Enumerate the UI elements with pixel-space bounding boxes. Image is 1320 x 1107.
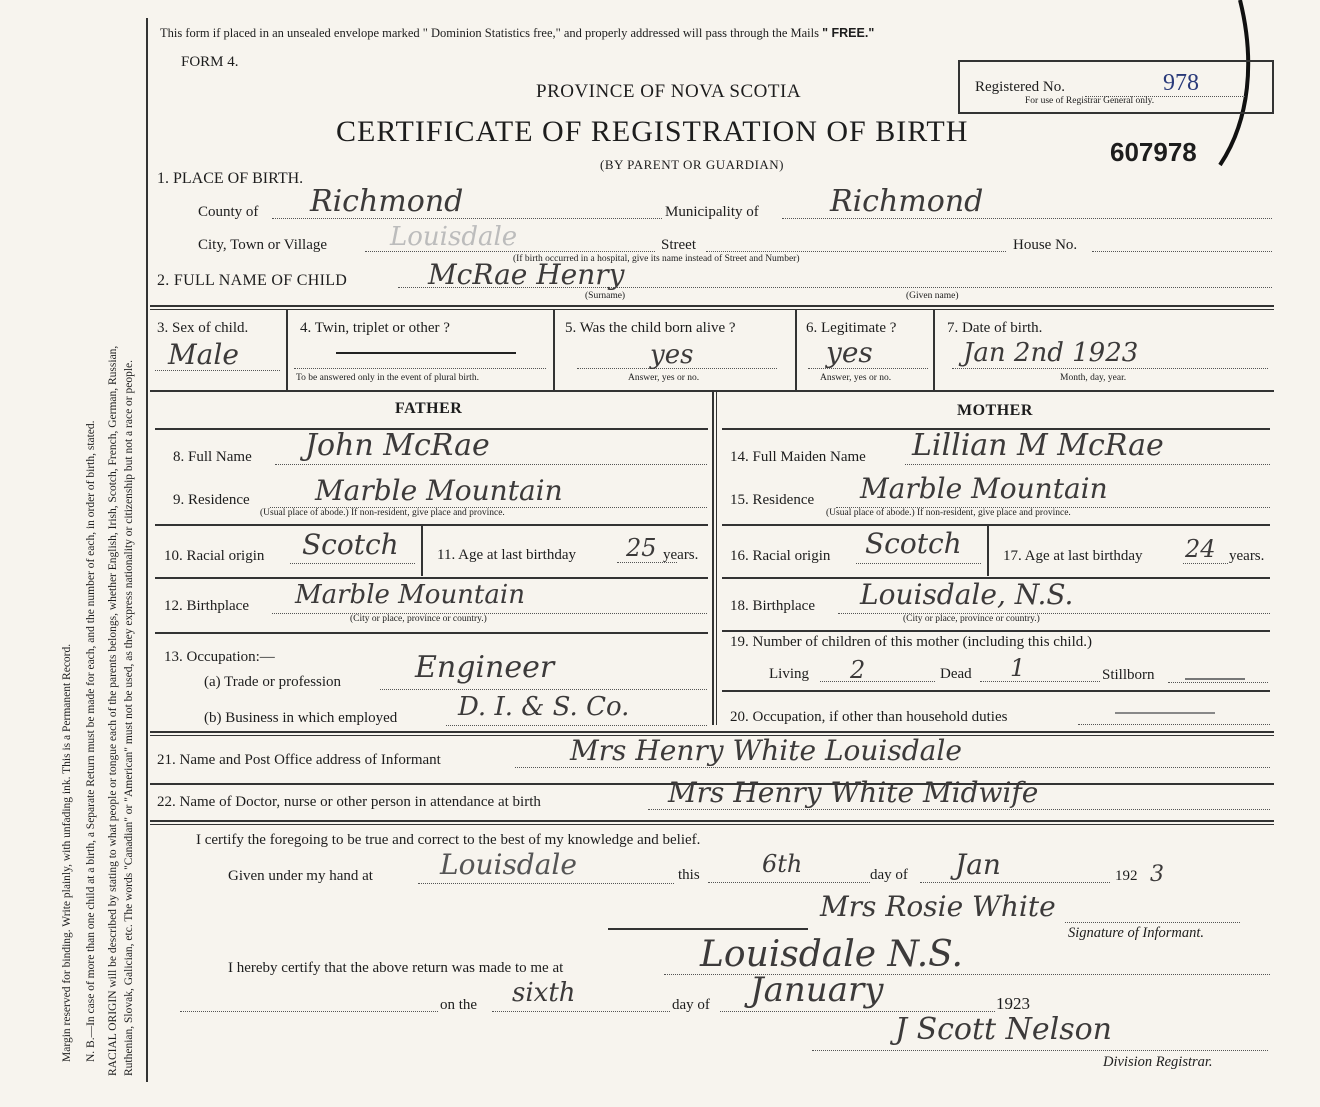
margin-racial-note-1: RACIAL ORIGIN will be described by stating to what people or tongue each of the parents belongs, whether English, Irish, Scotch, French, German, Russian,	[107, 345, 119, 1076]
city-label: City, Town or Village	[198, 237, 328, 253]
province-heading: PROVINCE OF NOVA SCOTIA	[536, 81, 802, 102]
registrar-label: Division Registrar.	[1103, 1054, 1213, 1070]
father-residence-value: Marble Mountain	[315, 474, 563, 507]
mother-age-sep	[987, 526, 989, 576]
row3-sep-2	[553, 310, 555, 390]
father-rule-2	[155, 524, 708, 526]
margin-nb-note: N. B.—In case of more than one child at a birth, a Separate Return must be made for each, and the number of each, in order of birth, stated.	[85, 420, 97, 1062]
alive-value: yes	[650, 340, 694, 370]
occupation-label: 13. Occupation:—	[164, 649, 275, 665]
given-name-note: (Given name)	[906, 291, 959, 301]
father-residence-label: 9. Residence	[173, 492, 250, 508]
twin-label: 4. Twin, triplet or other ?	[300, 320, 450, 336]
house-label: House No.	[1013, 237, 1078, 253]
father-birthplace-note: (City or place, province or country.)	[350, 614, 487, 624]
margin-racial-note-2: Ruthenian, Slovak, Galician, etc. The words "Canadian" or "American" must not be used, as they express nationality or citizenship but not a race or people.	[123, 359, 135, 1076]
mail-notice-free: " FREE."	[822, 26, 875, 40]
registrar-place-value: Louisdale N.S.	[700, 934, 963, 975]
mail-notice-text: This form if placed in an unsealed envelope marked " Dominion Statistics free," and properly addressed will pass through the Mails	[160, 26, 823, 40]
informant-label: 21. Name and Post Office address of Informant	[157, 752, 441, 768]
twin-note: To be answered only in the event of plural birth.	[296, 373, 479, 383]
given-year-prefix: 192	[1115, 868, 1138, 884]
mother-birthplace-label: 18. Birthplace	[730, 598, 815, 614]
doctor-line	[648, 809, 1270, 810]
mother-age-value: 24	[1185, 535, 1216, 563]
business-value: D. I. & S. Co.	[458, 692, 630, 722]
child-name-label: 2. FULL NAME OF CHILD	[157, 272, 348, 289]
certify-statement: I certify the foregoing to be true and correct to the best of my knowledge and belief.	[196, 832, 701, 848]
legitimate-label: 6. Legitimate ?	[806, 320, 897, 336]
father-age-label: 11. Age at last birthday	[437, 547, 576, 563]
dob-line	[952, 368, 1268, 369]
given-place-line	[418, 883, 674, 884]
mother-rule-4	[722, 630, 1270, 632]
street-line	[706, 251, 1006, 252]
mother-birthplace-value: Louisdale, N.S.	[860, 578, 1074, 611]
twin-dash	[336, 352, 516, 354]
this-label: this	[678, 867, 700, 883]
mother-residence-note: (Usual place of abode.) If non-resident, give place and province.	[826, 508, 1071, 518]
trade-label: (a) Trade or profession	[204, 674, 342, 690]
informant-sig-line	[1065, 922, 1240, 923]
legitimate-value: yes	[826, 336, 873, 369]
dead-value: 1	[1010, 654, 1026, 682]
city-value: Louisdale	[390, 222, 518, 252]
informant-signature: Mrs Rosie White	[820, 890, 1056, 923]
on-the-label: on the	[440, 997, 478, 1013]
registrar-sig-line	[812, 1050, 1268, 1051]
margin-binding-note: Margin reserved for binding. Write plainly, with unfading ink. This is a Permanent Record.	[61, 643, 73, 1062]
sex-value: Male	[168, 338, 239, 371]
county-label: County of	[198, 204, 259, 220]
dob-note: Month, day, year.	[1060, 373, 1127, 383]
mail-notice	[160, 26, 874, 41]
on-the-lead-line	[180, 1011, 438, 1012]
divider-top-2	[150, 309, 1274, 310]
certificate-title: CERTIFICATE OF REGISTRATION OF BIRTH	[336, 115, 969, 148]
parents-divider-1	[712, 392, 714, 725]
county-value: Richmond	[310, 184, 464, 219]
given-day-line	[708, 882, 870, 883]
informant-line	[515, 767, 1270, 768]
child-name-value: McRae Henry	[428, 258, 625, 291]
mother-name-value: Lillian M McRae	[912, 428, 1164, 463]
mother-rule-5	[722, 690, 1270, 692]
father-birthplace-value: Marble Mountain	[295, 580, 525, 610]
divider-doctor	[150, 820, 1274, 822]
mother-occupation-line	[1078, 724, 1270, 725]
mother-heading: MOTHER	[957, 402, 1033, 419]
street-label: Street	[661, 237, 696, 253]
hospital-note: (If birth occurred in a hospital, give its name instead of Street and Number)	[513, 254, 800, 264]
children-label: 19. Number of children of this mother (including this child.)	[730, 634, 1093, 650]
mother-occupation-label: 20. Occupation, if other than household duties	[730, 709, 1008, 725]
divider-parents-bottom	[150, 731, 1274, 733]
stillborn-dash	[1185, 678, 1245, 680]
form-left-border	[146, 18, 148, 1082]
father-birthplace-label: 12. Birthplace	[164, 598, 249, 614]
mother-name-label: 14. Full Maiden Name	[730, 449, 866, 465]
parents-divider-2	[716, 392, 717, 725]
reg-day-value: sixth	[512, 978, 576, 1008]
municipality-label: Municipality of	[665, 204, 759, 220]
trade-line	[380, 689, 707, 690]
reg-month-value: January	[750, 970, 884, 1010]
trade-value: Engineer	[415, 650, 555, 685]
row3-sep-4	[933, 310, 935, 390]
dead-line	[980, 681, 1100, 682]
mother-residence-value: Marble Mountain	[860, 472, 1108, 505]
mother-age-label: 17. Age at last birthday	[1003, 548, 1143, 564]
certificate-number: 607978	[1110, 137, 1197, 167]
dob-value: Jan 2nd 1923	[963, 338, 1139, 368]
doctor-value: Mrs Henry White Midwife	[668, 776, 1039, 809]
business-label: (b) Business in which employed	[204, 710, 398, 726]
father-racial-label: 10. Racial origin	[164, 548, 265, 564]
mother-age-unit: years.	[1229, 548, 1265, 564]
father-age-unit: years.	[663, 547, 699, 563]
divider-top	[150, 305, 1274, 307]
stillborn-label: Stillborn	[1102, 667, 1155, 683]
given-month-line	[920, 882, 1110, 883]
given-month-value: Jan	[955, 848, 1001, 881]
registered-label: Registered No.	[975, 79, 1065, 95]
father-heading: FATHER	[395, 400, 463, 417]
father-name-value: John McRae	[305, 428, 490, 463]
father-rule-3	[155, 577, 708, 579]
mother-birthplace-note: (City or place, province or country.)	[903, 614, 1040, 624]
divider-doctor-2	[150, 824, 1274, 825]
house-line	[1092, 251, 1272, 252]
father-age-sep	[421, 526, 423, 576]
center-rule	[608, 928, 808, 930]
certificate-subtitle: (BY PARENT OR GUARDIAN)	[600, 157, 785, 172]
dayof-label: day of	[870, 867, 908, 883]
alive-note: Answer, yes or no.	[628, 373, 700, 383]
father-name-line	[275, 464, 707, 465]
given-day-value: 6th	[762, 850, 803, 878]
father-residence-note: (Usual place of abode.) If non-resident, give place and province.	[260, 508, 505, 518]
alive-label: 5. Was the child born alive ?	[565, 320, 736, 336]
stillborn-line	[1168, 682, 1268, 683]
dead-label: Dead	[940, 666, 972, 682]
form-number: FORM 4.	[181, 54, 239, 70]
doctor-label: 22. Name of Doctor, nurse or other person in attendance at birth	[157, 794, 541, 810]
father-birthplace-line	[272, 613, 707, 614]
row3-sep-3	[795, 310, 797, 390]
mother-racial-value: Scotch	[865, 527, 962, 560]
informant-value: Mrs Henry White Louisdale	[570, 734, 962, 767]
given-place-value: Louisdale	[440, 848, 577, 881]
registrar-note: For use of Registrar General only.	[1025, 96, 1155, 106]
registrar-signature: J Scott Nelson	[895, 1012, 1113, 1047]
father-age-value: 25	[626, 534, 657, 562]
legitimate-note: Answer, yes or no.	[820, 373, 892, 383]
father-racial-value: Scotch	[302, 528, 399, 561]
father-name-label: 8. Full Name	[173, 449, 252, 465]
living-label: Living	[769, 666, 809, 682]
father-racial-line	[290, 563, 415, 564]
business-line	[446, 725, 707, 726]
mother-residence-label: 15. Residence	[730, 492, 815, 508]
surname-note: (Surname)	[585, 291, 626, 301]
reg-day-line	[492, 1011, 670, 1012]
given-year-digit: 3	[1150, 862, 1164, 887]
given-label: Given under my hand at	[228, 868, 373, 884]
reg-year-value: 1923	[996, 994, 1030, 1013]
father-rule-4	[155, 632, 708, 634]
place-of-birth-label: 1. PLACE OF BIRTH.	[157, 170, 304, 187]
mother-age-line	[1183, 563, 1228, 564]
mother-occupation-dash	[1115, 712, 1215, 714]
sex-label: 3. Sex of child.	[157, 320, 249, 336]
informant-sig-label: Signature of Informant.	[1068, 925, 1205, 941]
living-value: 2	[850, 656, 866, 684]
registrar-statement: I hereby certify that the above return was made to me at	[228, 960, 564, 976]
registered-number: 978	[1163, 70, 1199, 96]
living-line	[820, 681, 935, 682]
dob-label: 7. Date of birth.	[947, 320, 1043, 336]
twin-line	[294, 368, 546, 369]
mother-rule-2	[722, 524, 1270, 526]
reg-dayof-label: day of	[672, 997, 710, 1013]
row3-sep-1	[286, 310, 288, 390]
mother-racial-label: 16. Racial origin	[730, 548, 831, 564]
mother-racial-line	[856, 563, 981, 564]
municipality-value: Richmond	[830, 184, 984, 219]
mother-name-line	[905, 464, 1270, 465]
